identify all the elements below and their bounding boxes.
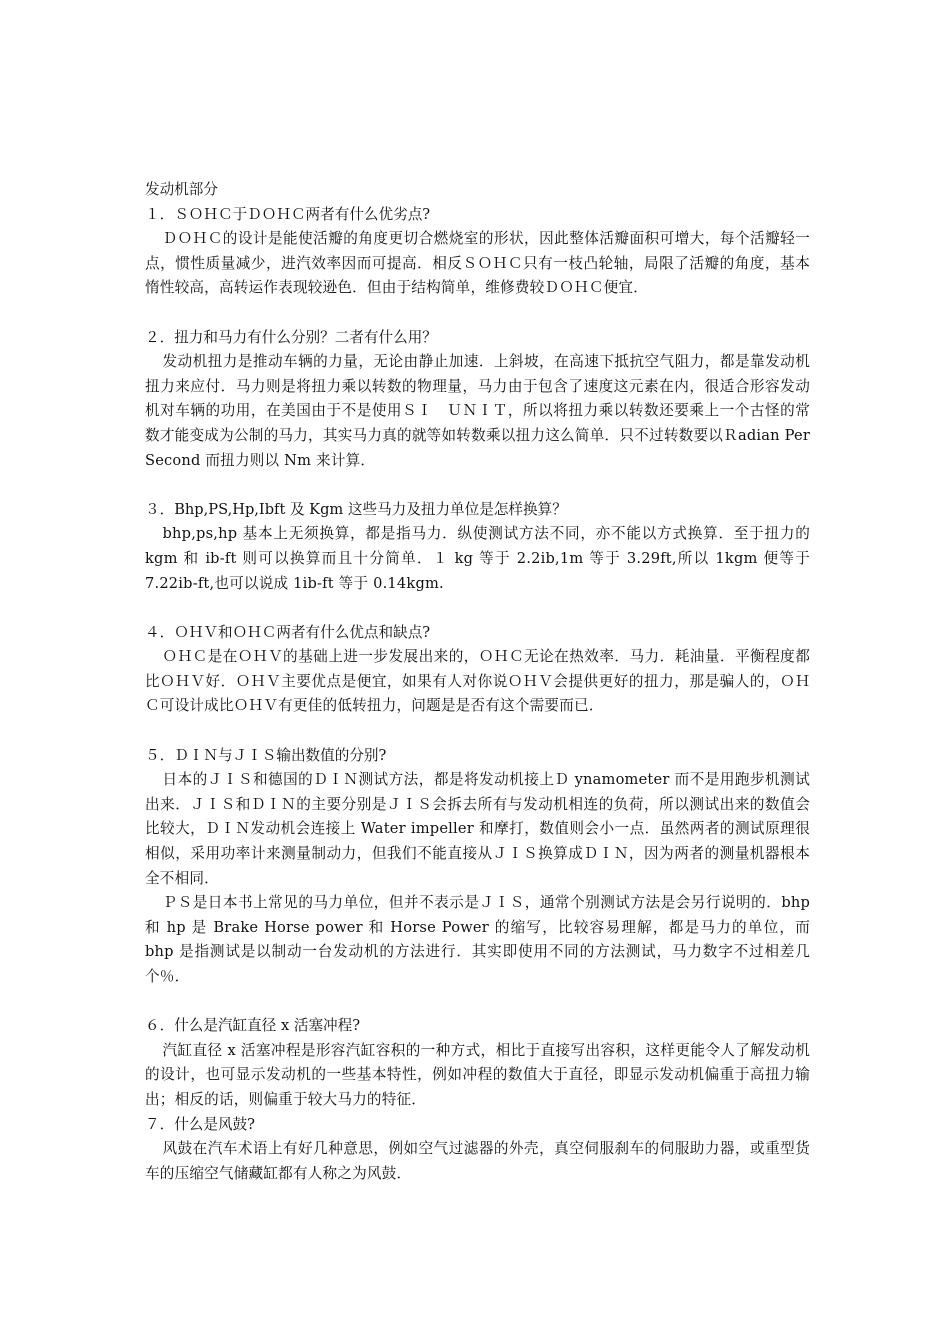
answer-4-paragraph: ＯＨＣ是在ＯＨＶ的基础上进一步发展出来的，ＯＨＣ无论在热效率．马力．耗油量．平衡程度都比ＯＨＶ好．ＯＨＶ主要优点是便宜，如果有人对你说ＯＨＶ会提供更好的扭力，那是骗人的，ＯＨＣ可设计成比ＯＨＶ有更佳的低转扭力，问题是是否有这个需要而已． — [145, 648, 810, 715]
section-spacer — [145, 301, 810, 326]
question-4: ４．ＯＨＶ和ＯＨＣ两者有什么优点和缺点? — [145, 623, 431, 641]
answer-5-paragraph-1: 日本的ＪＩＳ和德国的ＤＩＮ测试方法，都是将发动机接上Ｄ ynamometer 而不是用跑步机测试出来．ＪＩＳ和ＤＩＮ的主要分别是ＪＩＳ会拆去所有与发动机相连的负荷，所以测试出来的数值会比较大，ＤＩＮ发动机会连接上 Water impeller 和摩打，数值则会小一点．虽然两者的测试原理很相似，采用功率计来测量制动力，但我们不能直接从ＪＩＳ换算成ＤＩＮ，因为两者的测量机器根本全不相同． — [145, 771, 810, 887]
document-page — [145, 178, 810, 1186]
answer-2-paragraph: 发动机扭力是推动车辆的力量，无论由静止加速．上斜坡，在高速下抵抗空气阻力，都是靠发动机扭力来应付．马力则是将扭力乘以转数的物理量，马力由于包含了速度这元素在内，很适合形容发动机对车辆的功用，在美国由于不是使用ＳＩ ＵＮＩＴ，所以将扭力乘以转数还要乘上一个古怪的常数才能变成为公制的马力，其实马力真的就等如转数乘以扭力这么简单．只不过转数要以Ｒadian Per Second 而扭力则以 Nm 来计算． — [145, 353, 810, 469]
question-5: ５．ＤＩＮ与ＪＩＳ输出数值的分别? — [145, 746, 387, 764]
faq-section-4 — [145, 621, 810, 719]
section-spacer — [145, 990, 810, 1015]
faq-section-7 — [145, 1113, 810, 1187]
answer-1-paragraph: ＤＯＨＣ的设计是能使活瓣的角度更切合燃烧室的形状，因此整体活瓣面积可增大，每个活瓣轻一点，惯性质量减少，进汽效率因而可提高．相反ＳＯＨＣ只有一枝凸轮轴，局限了活瓣的角度，基本惰性较高，高转运作表现较逊色．但由于结构简单，维修费较ＤＯＨＣ便宜． — [145, 230, 810, 297]
faq-section-2 — [145, 326, 810, 474]
question-3: ３．Bhp,PS,Hp,Ibft 及 Kgm 这些马力及扭力单位是怎样换算？ — [145, 500, 567, 518]
question-1: １．ＳＯＨＣ于ＤＯＨＣ两者有什么优劣点? — [145, 205, 431, 223]
answer-5-paragraph-2: ＰＳ是日本书上常见的马力单位，但并不表示是ＪＩＳ，通常个别测试方法是会另行说明的．bhp 和 hp 是 Brake Horse power 和 Horse Power 的缩写，比较容易理解，都是马力的单位，而 bhp 是指测试是以制动一台发动机的方法进行．其实即使用不同的方法测试，马力数字不过相差几个％． — [145, 894, 810, 985]
faq-section-1 — [145, 203, 810, 301]
faq-section-3 — [145, 498, 810, 596]
question-7: ７．什么是风鼓? — [145, 1115, 255, 1133]
faq-section-5 — [145, 744, 810, 990]
section-spacer — [145, 719, 810, 744]
answer-6-paragraph: 汽缸直径 x 活塞冲程是形容汽缸容积的一种方式，相比于直接写出容积，这样更能令人了解发动机的设计，也可显示发动机的一些基本特性，例如冲程的数值大于直径，即显示发动机偏重于高扭力输出；相反的话，则偏重于较大马力的特征． — [145, 1041, 810, 1108]
faq-section-6 — [145, 1014, 810, 1112]
section-spacer — [145, 473, 810, 498]
answer-3-paragraph: bhp,ps,hp 基本上无须换算，都是指马力．纵使测试方法不同，亦不能以方式换算．至于扭力的 kgm 和 ib-ft 则可以换算而且十分简单．１ kg 等于 2.2ib,1m 等于 3.29ft,所以 1kgm 便等于 7.22ib-ft,也可以说成 1ib-ft 等于 0.14kgm. — [145, 525, 810, 592]
question-6: ６．什么是汽缸直径 x 活塞冲程? — [145, 1017, 361, 1035]
document-heading: 发动机部分 — [145, 181, 218, 198]
answer-7-paragraph: 风鼓在汽车术语上有好几种意思，例如空气过滤器的外壳，真空伺服刹车的伺服助力器，或重型货车的压缩空气储藏缸都有人称之为风鼓． — [145, 1140, 810, 1182]
question-2: ２．扭力和马力有什么分别？二者有什么用？ — [145, 328, 437, 346]
section-spacer — [145, 596, 810, 621]
